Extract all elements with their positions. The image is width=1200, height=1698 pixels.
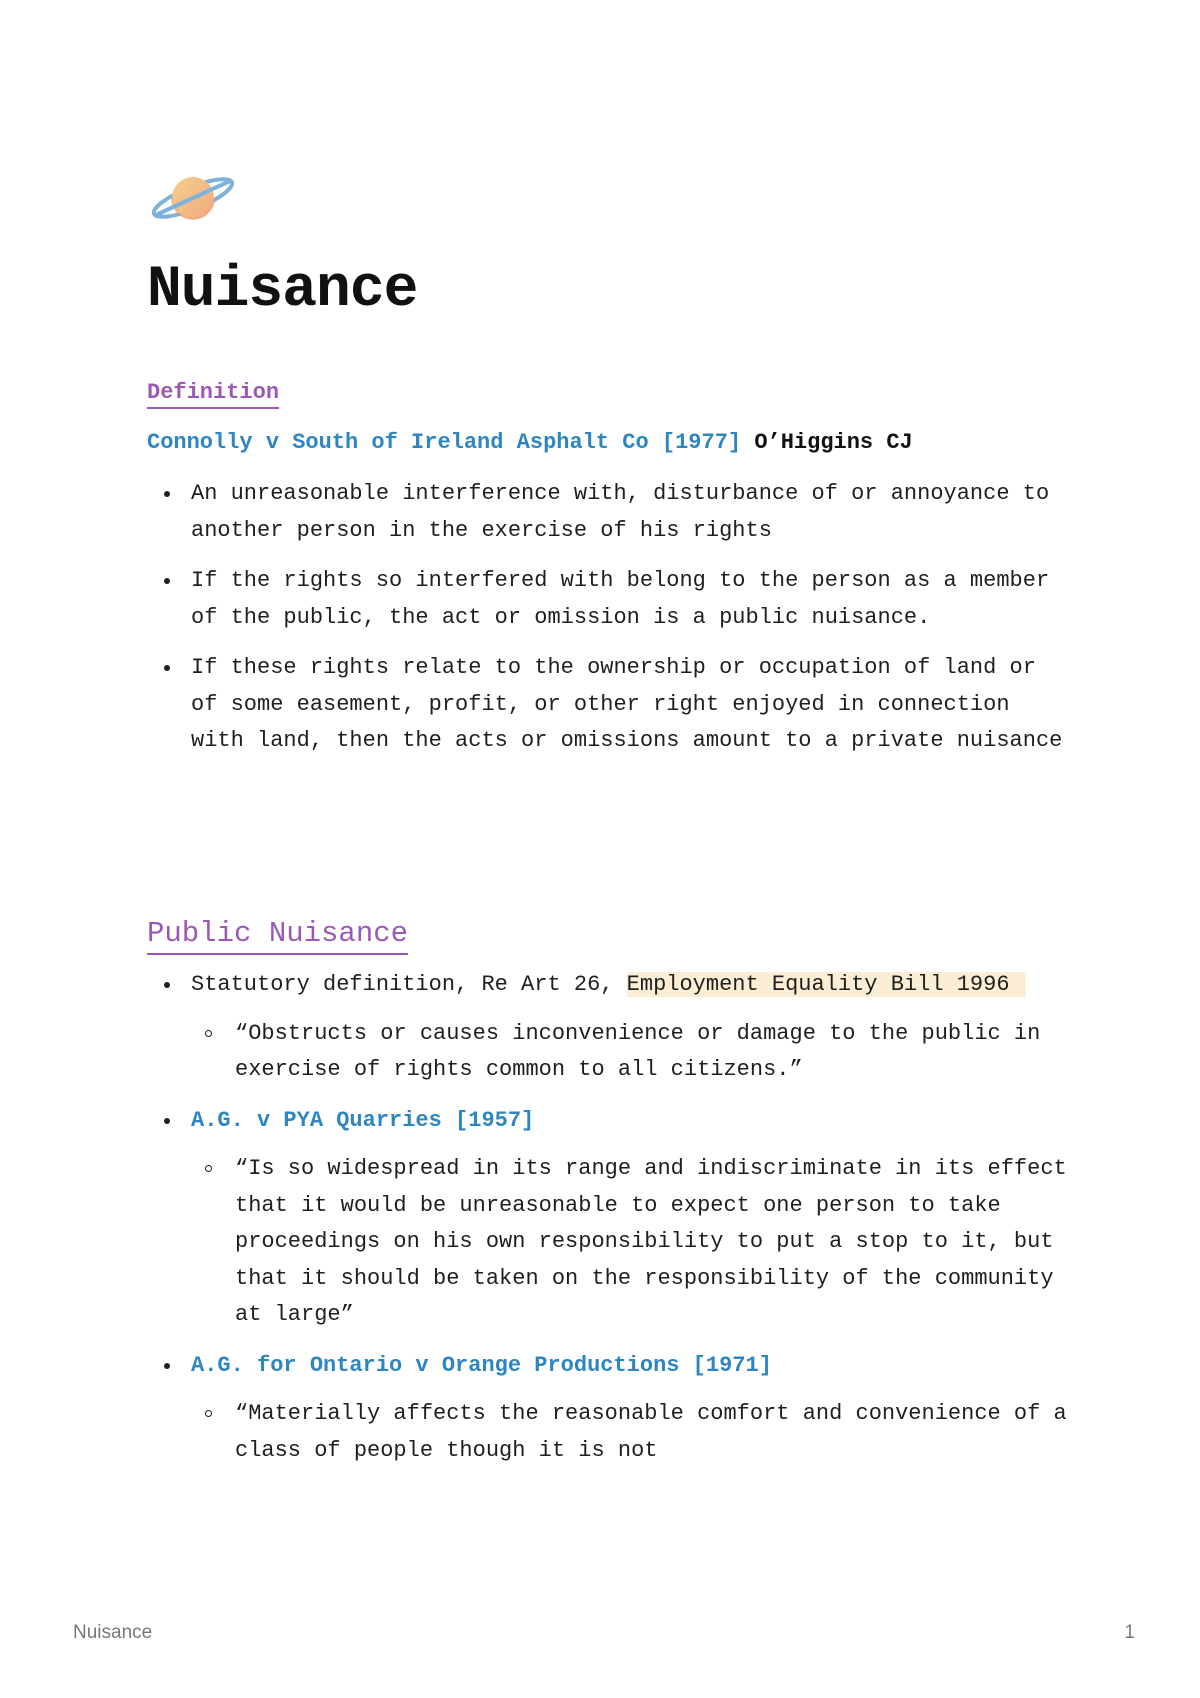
list-item xyxy=(147,1103,1067,1334)
sub-list-item: “Materially affects the reasonable comfort and convenience of a class of people though it is not xyxy=(191,1396,1067,1469)
list-item: An unreasonable interference with, disturbance of or annoyance to another person in the exercise of his rights xyxy=(147,476,1067,549)
case-citation: A.G. v PYA Quarries [1957] xyxy=(191,1107,535,1133)
statutory-prefix: Statutory definition, Re Art 26, xyxy=(191,972,627,997)
list-item xyxy=(147,967,1067,1089)
list-item: If the rights so interfered with belong to the person as a member of the public, the act or omission is a public nuisance. xyxy=(147,563,1067,636)
list-item: If these rights relate to the ownership or occupation of land or of some easement, profit, or other right enjoyed in connection with land, then the acts or omissions amount to a private nuisance xyxy=(147,650,1067,760)
page-title: Nuisance xyxy=(147,258,418,323)
judge-name: O’Higgins CJ xyxy=(754,430,913,455)
case-citation: Connolly v South of Ireland Asphalt Co [1977] xyxy=(147,430,742,455)
case-citation: A.G. for Ontario v Orange Productions [1971] xyxy=(191,1352,772,1378)
list-item xyxy=(147,1348,1067,1470)
planet-icon xyxy=(148,168,238,228)
definition-list xyxy=(147,476,1067,774)
footer-page-number: 1 xyxy=(1124,1622,1135,1643)
highlighted-bill: Employment Equality Bill 1996 xyxy=(627,972,1026,997)
public-nuisance-list xyxy=(147,967,1067,1483)
footer-doc-name: Nuisance xyxy=(73,1622,153,1643)
sub-list-item: “Is so widespread in its range and indiscriminate in its effect that it would be unreasonable to expect one person to take proceedings on his own responsibility to put a stop to it, but that it should be taken on the responsibility of the community at large” xyxy=(191,1151,1067,1334)
sub-list-item: “Obstructs or causes inconvenience or damage to the public in exercise of rights common to all citizens.” xyxy=(191,1016,1067,1089)
definition-heading: Definition xyxy=(147,381,279,409)
definition-case-line xyxy=(147,430,913,455)
public-nuisance-heading: Public Nuisance xyxy=(147,918,408,955)
